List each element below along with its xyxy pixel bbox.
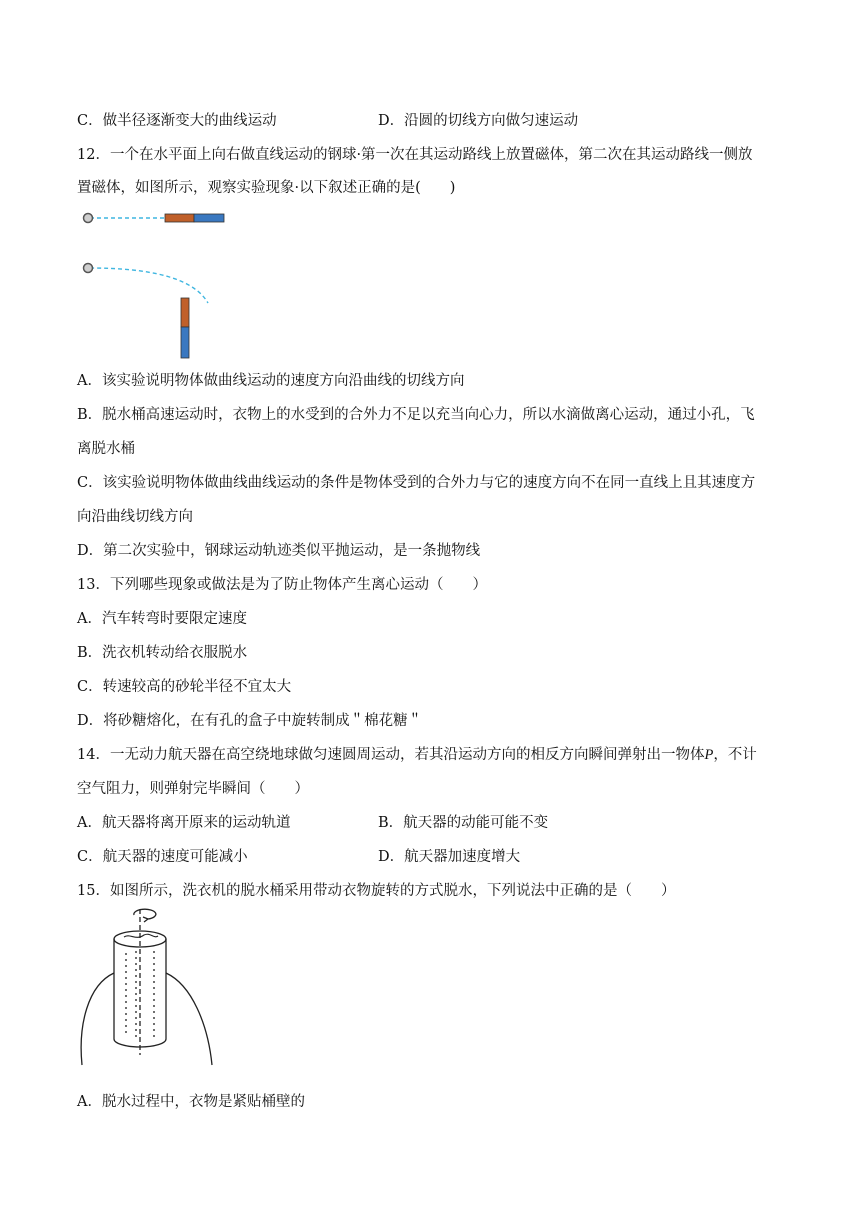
q12-stem-line1: 12．一个在水平面上向右做直线运动的钢球·第一次在其运动路线上放置磁体，第二次在其运动路线一侧放	[77, 147, 753, 163]
q12-option-a: A．该实验说明物体做曲线运动的速度方向沿曲线的切线方向	[77, 373, 465, 389]
q12-steel-ball-1	[84, 214, 93, 223]
q12-option-b-line2: 离脱水桶	[77, 441, 135, 457]
q12-magnet-2-red	[181, 298, 189, 327]
q15-spin-dryer-figure	[74, 905, 224, 1075]
q12-magnet-figure	[78, 205, 238, 365]
q14-option-c: C．航天器的速度可能减小	[77, 849, 248, 865]
q13-option-b: B．洗衣机转动给衣服脱水	[77, 645, 248, 661]
q13-stem: 13．下列哪些现象或做法是为了防止物体产生离心运动（ ）	[77, 577, 487, 593]
q11-option-c: C．做半径逐渐变大的曲线运动	[77, 113, 277, 129]
q15-stem: 15．如图所示，洗衣机的脱水桶采用带动衣物旋转的方式脱水，下列说法中正确的是（ ）	[77, 883, 676, 899]
q11-option-d: D．沿圆的切线方向做匀速运动	[378, 113, 579, 129]
dryer-outer-wall-right	[166, 973, 212, 1065]
q14-option-a: A．航天器将离开原来的运动轨道	[77, 815, 291, 831]
dryer-outer-wall-left	[81, 973, 114, 1065]
q15-option-a: A．脱水过程中，衣物是紧贴桶壁的	[77, 1094, 305, 1110]
q14-stem-line2: 空气阻力，则弹射完毕瞬间（ ）	[77, 781, 309, 797]
q12-curved-path	[90, 268, 208, 303]
q12-stem-line2: 置磁体，如图所示，观察实验现象·以下叙述正确的是( )	[77, 180, 456, 196]
q12-magnet-1-blue	[194, 214, 224, 222]
q12-first-trial	[84, 214, 225, 223]
q12-magnet-2-blue	[181, 327, 189, 358]
q14-option-b: B．航天器的动能可能不变	[378, 815, 549, 831]
q14-option-d: D．航天器加速度增大	[378, 849, 521, 865]
q14-variable-p: P	[704, 747, 714, 763]
q13-option-d: D．将砂糖熔化，在有孔的盒子中旋转制成＂棉花糖＂	[77, 713, 423, 729]
q14-stem-line1	[77, 745, 757, 765]
q14-stem-part-b: ，不计	[713, 747, 757, 763]
q12-option-c-line2: 向沿曲线切线方向	[77, 509, 193, 525]
q12-second-trial	[84, 264, 209, 359]
q14-stem-part-a: 14．一无动力航天器在高空绕地球做匀速圆周运动，若其沿运动方向的相反方向瞬间弹射出一物体	[77, 747, 705, 763]
q12-option-d: D．第二次实验中，钢球运动轨迹类似平抛运动，是一条抛物线	[77, 543, 481, 559]
q12-option-b-line1: B．脱水桶高速运动时，衣物上的水受到的合外力不足以充当向心力，所以水滴做离心运动，通过小孔，飞	[77, 407, 755, 423]
q13-option-a: A．汽车转弯时要限定速度	[77, 611, 247, 627]
q12-option-c-line1: C．该实验说明物体做曲线曲线运动的条件是物体受到的合外力与它的速度方向不在同一直线上且其速度方	[77, 475, 756, 491]
q13-option-c: C．转速较高的砂轮半径不宜太大	[77, 679, 292, 695]
q12-steel-ball-2	[84, 264, 93, 273]
q12-magnet-1-red	[165, 214, 194, 222]
